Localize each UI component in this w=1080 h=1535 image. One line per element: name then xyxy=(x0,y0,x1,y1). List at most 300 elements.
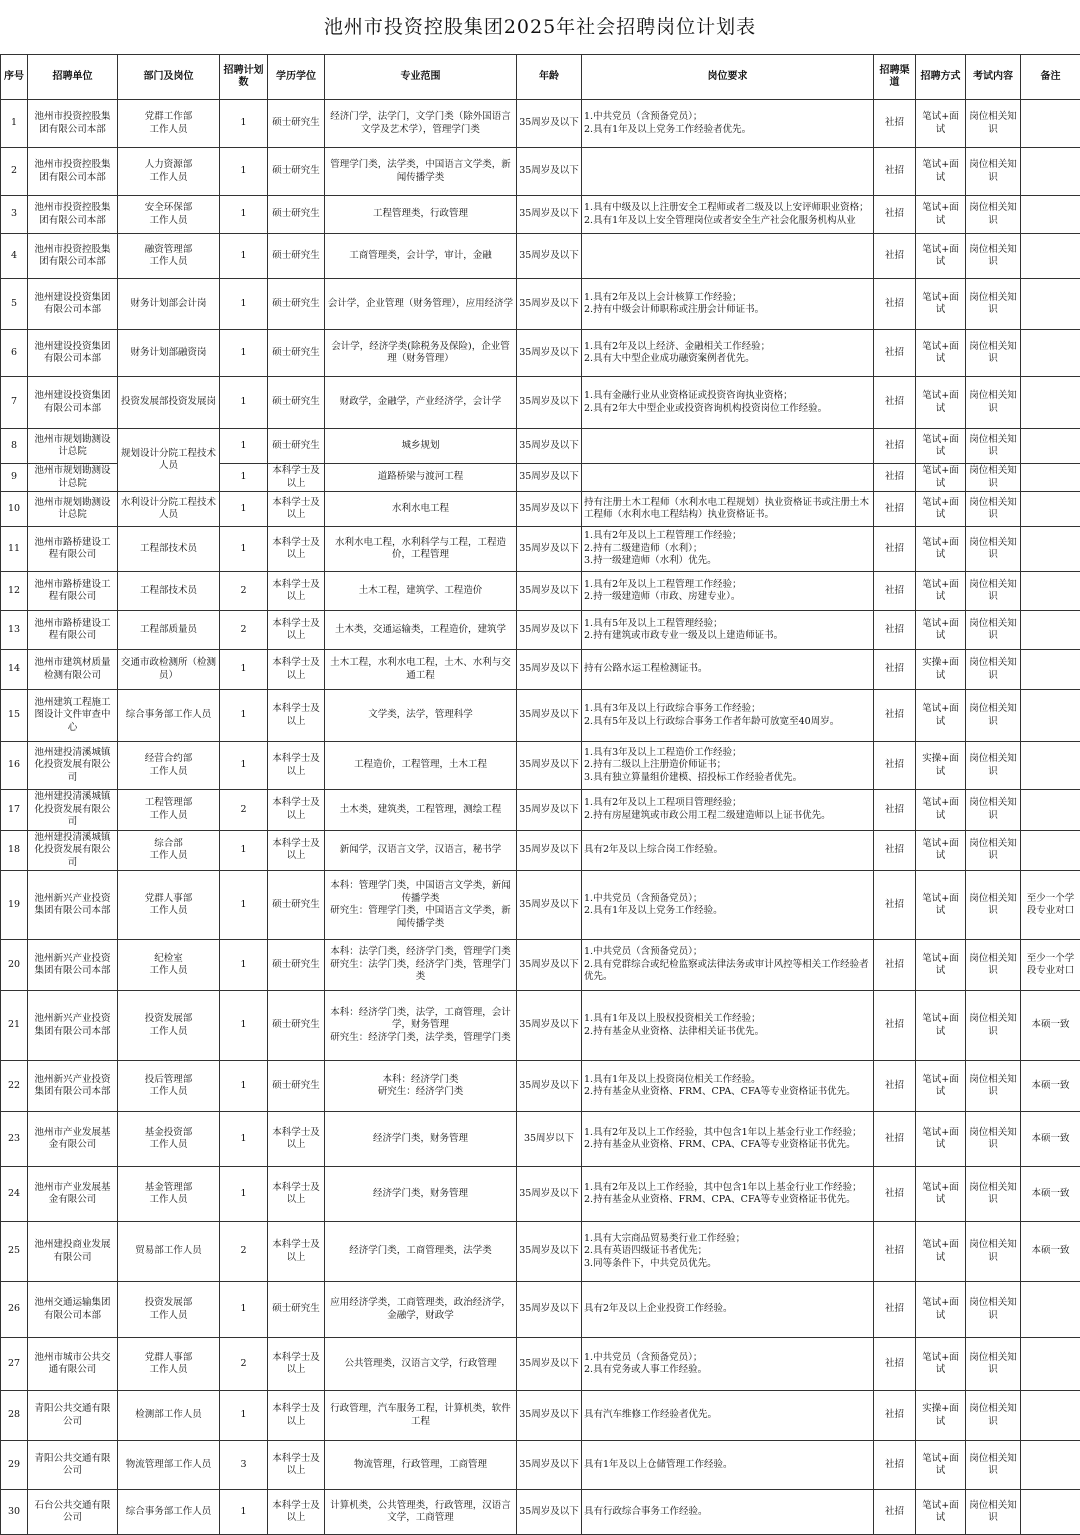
cell-dept-position: 党群人事部 工作人员 xyxy=(118,871,220,940)
cell-unit: 石台公共交通有限公司 xyxy=(28,1490,118,1535)
cell-age: 35周岁及以下 xyxy=(517,234,582,279)
cell-exam-content: 岗位相关知识 xyxy=(966,330,1021,377)
cell-dept-position: 投资发展部投资发展岗 xyxy=(118,377,220,429)
cell-age: 35周岁及以下 xyxy=(517,100,582,148)
cell-channel: 社招 xyxy=(874,1441,916,1490)
table-row xyxy=(1,279,1080,330)
cell-age: 35周岁及以下 xyxy=(517,690,582,742)
cell-method: 笔试+面试 xyxy=(916,234,966,279)
cell-plan-count: 1 xyxy=(220,464,268,492)
cell-major-scope: 本科：经济学门类，法学，工商管理，会计学，财务管理 研究生：经济学门类，法学类，管理学门类 xyxy=(325,991,517,1061)
cell-remarks xyxy=(1021,148,1080,196)
cell-age: 35周岁及以下 xyxy=(517,742,582,790)
cell-plan-count: 1 xyxy=(220,527,268,572)
cell-unit: 池州建投清溪城镇化投资发展有限公司 xyxy=(28,742,118,790)
cell-channel: 社招 xyxy=(874,464,916,492)
cell-unit: 池州市投资控股集团有限公司本部 xyxy=(28,100,118,148)
cell-seq: 12 xyxy=(1,572,28,611)
cell-major-scope: 计算机类，公共管理类，行政管理，汉语言文学，工商管理 xyxy=(325,1490,517,1535)
cell-plan-count: 1 xyxy=(220,690,268,742)
cell-unit: 池州建筑工程施工图设计文件审查中心 xyxy=(28,690,118,742)
cell-remarks xyxy=(1021,527,1080,572)
cell-method: 笔试+面试 xyxy=(916,377,966,429)
cell-seq: 30 xyxy=(1,1490,28,1535)
cell-education: 硕士研究生 xyxy=(268,429,325,464)
cell-method: 笔试+面试 xyxy=(916,690,966,742)
cell-channel: 社招 xyxy=(874,1338,916,1391)
cell-major-scope: 经济学门类，财务管理 xyxy=(325,1167,517,1222)
cell-seq: 16 xyxy=(1,742,28,790)
cell-unit: 池州建投清溪城镇化投资发展有限公司 xyxy=(28,790,118,831)
cell-remarks xyxy=(1021,429,1080,464)
cell-seq: 20 xyxy=(1,940,28,991)
cell-education: 本科学士及以上 xyxy=(268,1338,325,1391)
cell-unit: 池州新兴产业投资集团有限公司本部 xyxy=(28,871,118,940)
cell-education: 本科学士及以上 xyxy=(268,742,325,790)
cell-dept-position: 物流管理部工作人员 xyxy=(118,1441,220,1490)
cell-requirements: 1.具有3年及以上工程造价工作经验； 2.持有二级以上注册造价师证书； 3.具有独立算量组价建模、招投标工作经验者优先。 xyxy=(582,742,874,790)
cell-exam-content: 岗位相关知识 xyxy=(966,148,1021,196)
cell-method: 笔试+面试 xyxy=(916,464,966,492)
cell-dept-position: 纪检室 工作人员 xyxy=(118,940,220,991)
cell-unit: 池州建设投资集团有限公司本部 xyxy=(28,279,118,330)
cell-age: 35周岁及以下 xyxy=(517,1338,582,1391)
table-row xyxy=(1,100,1080,148)
table-row xyxy=(1,572,1080,611)
cell-plan-count: 2 xyxy=(220,1338,268,1391)
cell-education: 硕士研究生 xyxy=(268,871,325,940)
cell-requirements: 具有2年及以上综合岗工作经验。 xyxy=(582,830,874,871)
cell-remarks xyxy=(1021,650,1080,690)
cell-plan-count: 1 xyxy=(220,279,268,330)
page-title: 池州市投资控股集团2025年社会招聘岗位计划表 xyxy=(0,0,1080,54)
cell-channel: 社招 xyxy=(874,196,916,234)
cell-channel: 社招 xyxy=(874,940,916,991)
cell-channel: 社招 xyxy=(874,1391,916,1441)
cell-requirements: 具有汽车维修工作经验者优先。 xyxy=(582,1391,874,1441)
cell-dept-position: 财务计划部会计岗 xyxy=(118,279,220,330)
cell-remarks xyxy=(1021,492,1080,527)
cell-remarks: 本硕一致 xyxy=(1021,1222,1080,1282)
cell-education: 硕士研究生 xyxy=(268,330,325,377)
cell-seq: 19 xyxy=(1,871,28,940)
cell-requirements xyxy=(582,429,874,464)
cell-method: 笔试+面试 xyxy=(916,527,966,572)
cell-method: 笔试+面试 xyxy=(916,1222,966,1282)
cell-plan-count: 1 xyxy=(220,871,268,940)
cell-exam-content: 岗位相关知识 xyxy=(966,1391,1021,1441)
header-age: 年龄 xyxy=(517,55,582,100)
cell-requirements: 1.中共党员（含预备党员）； 2.具有1年及以上党务工作经验。 xyxy=(582,871,874,940)
cell-major-scope: 土木工程，水利水电工程，土木、水利与交通工程 xyxy=(325,650,517,690)
cell-requirements: 1.具有3年及以上行政综合事务工作经验； 2.具有5年及以上行政综合事务工作者年龄可放宽至40周岁。 xyxy=(582,690,874,742)
cell-seq: 11 xyxy=(1,527,28,572)
cell-education: 本科学士及以上 xyxy=(268,1441,325,1490)
cell-unit: 池州交通运输集团有限公司本部 xyxy=(28,1282,118,1338)
cell-major-scope: 经济学门类，财务管理 xyxy=(325,1112,517,1167)
table-row xyxy=(1,940,1080,991)
header-major-scope: 专业范围 xyxy=(325,55,517,100)
cell-method: 笔试+面试 xyxy=(916,940,966,991)
header-exam-content: 考试内容 xyxy=(966,55,1021,100)
cell-exam-content: 岗位相关知识 xyxy=(966,611,1021,650)
cell-channel: 社招 xyxy=(874,611,916,650)
cell-method: 笔试+面试 xyxy=(916,871,966,940)
cell-requirements: 具有1年及以上仓储管理工作经验。 xyxy=(582,1441,874,1490)
cell-channel: 社招 xyxy=(874,330,916,377)
cell-dept-position: 综合部 工作人员 xyxy=(118,830,220,871)
cell-seq: 29 xyxy=(1,1441,28,1490)
cell-education: 本科学士及以上 xyxy=(268,464,325,492)
cell-method: 笔试+面试 xyxy=(916,1490,966,1535)
cell-unit: 池州建投商业发展有限公司 xyxy=(28,1222,118,1282)
cell-remarks xyxy=(1021,1391,1080,1441)
cell-education: 本科学士及以上 xyxy=(268,1391,325,1441)
cell-method: 笔试+面试 xyxy=(916,492,966,527)
cell-major-scope: 本科：经济学门类 研究生：经济学门类 xyxy=(325,1061,517,1112)
cell-unit: 池州市路桥建设工程有限公司 xyxy=(28,572,118,611)
cell-plan-count: 1 xyxy=(220,1490,268,1535)
cell-requirements: 1.具有大宗商品贸易类行业工作经验； 2.具有英语四级证书者优先； 3.同等条件下，中共党员优先。 xyxy=(582,1222,874,1282)
table-row xyxy=(1,377,1080,429)
table-body xyxy=(1,100,1080,1535)
cell-seq: 1 xyxy=(1,100,28,148)
cell-channel: 社招 xyxy=(874,1222,916,1282)
cell-dept-position: 投后管理部 工作人员 xyxy=(118,1061,220,1112)
cell-method: 笔试+面试 xyxy=(916,429,966,464)
cell-dept-position: 投资发展部 工作人员 xyxy=(118,991,220,1061)
cell-dept-position: 党群人事部 工作人员 xyxy=(118,1338,220,1391)
cell-remarks xyxy=(1021,1338,1080,1391)
cell-major-scope: 土木类，建筑类，工程管理，测绘工程 xyxy=(325,790,517,831)
cell-age: 35周岁及以下 xyxy=(517,377,582,429)
cell-method: 实操+面试 xyxy=(916,1391,966,1441)
cell-unit: 池州市规划勘测设计总院 xyxy=(28,464,118,492)
cell-plan-count: 1 xyxy=(220,1112,268,1167)
cell-remarks xyxy=(1021,1441,1080,1490)
cell-exam-content: 岗位相关知识 xyxy=(966,377,1021,429)
cell-remarks xyxy=(1021,1282,1080,1338)
cell-seq: 3 xyxy=(1,196,28,234)
cell-requirements: 1.具有2年及以上会计核算工作经验； 2.持有中级会计师职称或注册会计师证书。 xyxy=(582,279,874,330)
cell-requirements: 1.具有2年及以上工作经验，其中包含1年以上基金行业工作经验； 2.持有基金从业资格、FRM、CPA、CFA等专业资格证书优先。 xyxy=(582,1112,874,1167)
table-row xyxy=(1,330,1080,377)
cell-exam-content: 岗位相关知识 xyxy=(966,790,1021,831)
cell-channel: 社招 xyxy=(874,871,916,940)
cell-major-scope: 应用经济学类，工商管理类，政治经济学，金融学，财政学 xyxy=(325,1282,517,1338)
cell-education: 硕士研究生 xyxy=(268,196,325,234)
cell-major-scope: 经济学门类，工商管理类，法学类 xyxy=(325,1222,517,1282)
cell-remarks xyxy=(1021,742,1080,790)
cell-age: 35周岁及以下 xyxy=(517,330,582,377)
cell-channel: 社招 xyxy=(874,742,916,790)
cell-age: 35周岁及以下 xyxy=(517,1282,582,1338)
cell-requirements: 1.具有2年及以上工程管理工作经验； 2.持一级建造师（市政、房建专业）。 xyxy=(582,572,874,611)
cell-channel: 社招 xyxy=(874,1282,916,1338)
cell-major-scope: 财政学，金融学，产业经济学，会计学 xyxy=(325,377,517,429)
cell-plan-count: 1 xyxy=(220,492,268,527)
cell-requirements: 1.具有中级及以上注册安全工程师或者二级及以上安评师职业资格； 2.具有1年及以上安全管理岗位或者安全生产社会化服务机构从业 xyxy=(582,196,874,234)
cell-age: 35周岁及以下 xyxy=(517,830,582,871)
cell-requirements: 1.具有2年及以上经济、金融相关工作经验； 2.具有大中型企业成功融资案例者优先。 xyxy=(582,330,874,377)
cell-unit: 池州市产业发展基金有限公司 xyxy=(28,1167,118,1222)
header-remarks: 备注 xyxy=(1021,55,1080,100)
cell-age: 35周岁及以下 xyxy=(517,871,582,940)
cell-requirements: 1.具有1年及以上投资岗位相关工作经验。 2.持有基金从业资格、FRM、CPA、CFA等专业资格证书优先。 xyxy=(582,1061,874,1112)
table-row xyxy=(1,650,1080,690)
cell-unit: 池州市路桥建设工程有限公司 xyxy=(28,527,118,572)
cell-plan-count: 1 xyxy=(220,1282,268,1338)
cell-remarks xyxy=(1021,572,1080,611)
cell-unit: 池州市投资控股集团有限公司本部 xyxy=(28,234,118,279)
cell-remarks xyxy=(1021,330,1080,377)
table-row xyxy=(1,790,1080,831)
cell-dept-position: 融资管理部 工作人员 xyxy=(118,234,220,279)
cell-method: 笔试+面试 xyxy=(916,148,966,196)
cell-exam-content: 岗位相关知识 xyxy=(966,991,1021,1061)
cell-seq: 22 xyxy=(1,1061,28,1112)
cell-education: 本科学士及以上 xyxy=(268,1490,325,1535)
cell-major-scope: 城乡规划 xyxy=(325,429,517,464)
cell-requirements: 具有行政综合事务工作经验。 xyxy=(582,1490,874,1535)
cell-education: 硕士研究生 xyxy=(268,940,325,991)
cell-exam-content: 岗位相关知识 xyxy=(966,830,1021,871)
cell-unit: 池州市建筑材质量检测有限公司 xyxy=(28,650,118,690)
cell-exam-content: 岗位相关知识 xyxy=(966,279,1021,330)
cell-requirements: 1.具有2年及以上工程管理工作经验； 2.持有二级建造师（水利）； 3.持一级建造师（水利）优先。 xyxy=(582,527,874,572)
cell-education: 本科学士及以上 xyxy=(268,830,325,871)
cell-unit: 池州新兴产业投资集团有限公司本部 xyxy=(28,991,118,1061)
cell-dept-position: 综合事务部工作人员 xyxy=(118,690,220,742)
cell-education: 硕士研究生 xyxy=(268,100,325,148)
cell-method: 笔试+面试 xyxy=(916,279,966,330)
cell-unit: 池州新兴产业投资集团有限公司本部 xyxy=(28,1061,118,1112)
cell-exam-content: 岗位相关知识 xyxy=(966,429,1021,464)
cell-remarks: 本硕一致 xyxy=(1021,991,1080,1061)
cell-exam-content: 岗位相关知识 xyxy=(966,1490,1021,1535)
cell-education: 本科学士及以上 xyxy=(268,611,325,650)
cell-education: 本科学士及以上 xyxy=(268,790,325,831)
table-row xyxy=(1,1112,1080,1167)
cell-requirements: 具有2年及以上企业投资工作经验。 xyxy=(582,1282,874,1338)
cell-education: 本科学士及以上 xyxy=(268,1167,325,1222)
cell-channel: 社招 xyxy=(874,650,916,690)
cell-method: 笔试+面试 xyxy=(916,196,966,234)
cell-exam-content: 岗位相关知识 xyxy=(966,1167,1021,1222)
cell-seq: 8 xyxy=(1,429,28,464)
cell-seq: 7 xyxy=(1,377,28,429)
cell-plan-count: 1 xyxy=(220,830,268,871)
cell-unit: 池州新兴产业投资集团有限公司本部 xyxy=(28,940,118,991)
cell-plan-count: 2 xyxy=(220,1222,268,1282)
cell-age: 35周岁及以下 xyxy=(517,611,582,650)
cell-method: 笔试+面试 xyxy=(916,1282,966,1338)
cell-dept-position: 水利设计分院工程技术人员 xyxy=(118,492,220,527)
header-seq: 序号 xyxy=(1,55,28,100)
table-row xyxy=(1,690,1080,742)
cell-requirements xyxy=(582,148,874,196)
header-education: 学历学位 xyxy=(268,55,325,100)
table-row xyxy=(1,830,1080,871)
cell-requirements: 1.具有2年及以上工程项目管理经验； 2.持有房屋建筑或市政公用工程二级建造师以上证书优先。 xyxy=(582,790,874,831)
table-row xyxy=(1,611,1080,650)
cell-age: 35周岁及以下 xyxy=(517,1391,582,1441)
table-row xyxy=(1,234,1080,279)
cell-unit: 池州建投清溪城镇化投资发展有限公司 xyxy=(28,830,118,871)
cell-education: 硕士研究生 xyxy=(268,377,325,429)
cell-education: 硕士研究生 xyxy=(268,1061,325,1112)
cell-seq: 28 xyxy=(1,1391,28,1441)
cell-major-scope: 管理学门类，法学类，中国语言文学类，新闻传播学类 xyxy=(325,148,517,196)
cell-major-scope: 公共管理类，汉语言文学，行政管理 xyxy=(325,1338,517,1391)
cell-major-scope: 会计学，企业管理（财务管理），应用经济学 xyxy=(325,279,517,330)
table-row xyxy=(1,1167,1080,1222)
table-row xyxy=(1,527,1080,572)
cell-age: 35周岁及以下 xyxy=(517,492,582,527)
cell-plan-count: 1 xyxy=(220,991,268,1061)
cell-method: 笔试+面试 xyxy=(916,1338,966,1391)
cell-requirements: 1.中共党员（含预备党员）； 2.具有党务或人事工作经验。 xyxy=(582,1338,874,1391)
cell-requirements: 持有公路水运工程检测证书。 xyxy=(582,650,874,690)
cell-channel: 社招 xyxy=(874,279,916,330)
cell-remarks: 本硕一致 xyxy=(1021,1061,1080,1112)
cell-exam-content: 岗位相关知识 xyxy=(966,940,1021,991)
cell-channel: 社招 xyxy=(874,148,916,196)
cell-education: 硕士研究生 xyxy=(268,1282,325,1338)
cell-unit: 池州市投资控股集团有限公司本部 xyxy=(28,196,118,234)
cell-major-scope: 行政管理，汽车服务工程，计算机类，软件工程 xyxy=(325,1391,517,1441)
table-row xyxy=(1,196,1080,234)
cell-seq: 2 xyxy=(1,148,28,196)
table-row xyxy=(1,1282,1080,1338)
cell-channel: 社招 xyxy=(874,1167,916,1222)
cell-seq: 21 xyxy=(1,991,28,1061)
table-row xyxy=(1,871,1080,940)
cell-channel: 社招 xyxy=(874,100,916,148)
cell-unit: 池州市规划勘测设计总院 xyxy=(28,492,118,527)
cell-exam-content: 岗位相关知识 xyxy=(966,527,1021,572)
cell-exam-content: 岗位相关知识 xyxy=(966,1282,1021,1338)
cell-major-scope: 土木类，交通运输类，工程造价，建筑学 xyxy=(325,611,517,650)
cell-dept-position: 经营合约部 工作人员 xyxy=(118,742,220,790)
table-row xyxy=(1,1391,1080,1441)
cell-method: 笔试+面试 xyxy=(916,611,966,650)
cell-requirements: 1.中共党员（含预备党员）； 2.具有党群综合或纪检监察或法律法务或审计风控等相关工作经验者优先。 xyxy=(582,940,874,991)
cell-remarks xyxy=(1021,279,1080,330)
table-row xyxy=(1,492,1080,527)
cell-age: 35周岁及以下 xyxy=(517,1167,582,1222)
cell-channel: 社招 xyxy=(874,830,916,871)
cell-method: 实操+面试 xyxy=(916,742,966,790)
cell-requirements: 1.具有金融行业从业资格证或投资咨询执业资格； 2.具有2年大中型企业或投资咨询机构投资岗位工作经验。 xyxy=(582,377,874,429)
header-requirements: 岗位要求 xyxy=(582,55,874,100)
cell-education: 本科学士及以上 xyxy=(268,690,325,742)
cell-seq: 4 xyxy=(1,234,28,279)
cell-dept-position: 工程部质量员 xyxy=(118,611,220,650)
cell-requirements: 持有注册土木工程师（水利水电工程规划）执业资格证书或注册土木工程师（水利水电工程结构）执业资格证书。 xyxy=(582,492,874,527)
cell-age: 35周岁及以下 xyxy=(517,148,582,196)
cell-channel: 社招 xyxy=(874,790,916,831)
header-unit: 招聘单位 xyxy=(28,55,118,100)
cell-major-scope: 土木工程，建筑学、工程造价 xyxy=(325,572,517,611)
cell-plan-count: 1 xyxy=(220,234,268,279)
cell-seq: 24 xyxy=(1,1167,28,1222)
cell-method: 笔试+面试 xyxy=(916,1112,966,1167)
cell-unit: 青阳公共交通有限公司 xyxy=(28,1441,118,1490)
cell-exam-content: 岗位相关知识 xyxy=(966,871,1021,940)
cell-channel: 社招 xyxy=(874,1061,916,1112)
cell-age: 35周岁及以下 xyxy=(517,940,582,991)
table-row xyxy=(1,429,1080,464)
cell-channel: 社招 xyxy=(874,429,916,464)
cell-plan-count: 3 xyxy=(220,1441,268,1490)
cell-unit: 池州市产业发展基金有限公司 xyxy=(28,1112,118,1167)
cell-plan-count: 1 xyxy=(220,429,268,464)
cell-seq: 13 xyxy=(1,611,28,650)
cell-seq: 17 xyxy=(1,790,28,831)
cell-method: 实操+面试 xyxy=(916,650,966,690)
cell-seq: 26 xyxy=(1,1282,28,1338)
table-row xyxy=(1,742,1080,790)
cell-age: 35周岁及以下 xyxy=(517,464,582,492)
cell-dept-position: 贸易部工作人员 xyxy=(118,1222,220,1282)
cell-remarks xyxy=(1021,234,1080,279)
cell-plan-count: 1 xyxy=(220,650,268,690)
cell-plan-count: 2 xyxy=(220,572,268,611)
cell-age: 35周岁及以下 xyxy=(517,279,582,330)
cell-method: 笔试+面试 xyxy=(916,830,966,871)
cell-major-scope: 本科：法学门类，经济学门类，管理学门类 研究生：法学门类，经济学门类，管理学门类 xyxy=(325,940,517,991)
cell-dept-position: 基金投资部 工作人员 xyxy=(118,1112,220,1167)
cell-channel: 社招 xyxy=(874,234,916,279)
table-row xyxy=(1,1222,1080,1282)
cell-plan-count: 1 xyxy=(220,148,268,196)
cell-method: 笔试+面试 xyxy=(916,790,966,831)
cell-remarks: 至少一个学段专业对口 xyxy=(1021,871,1080,940)
cell-plan-count: 1 xyxy=(220,1391,268,1441)
cell-education: 硕士研究生 xyxy=(268,234,325,279)
cell-major-scope: 本科：管理学门类，中国语言文学类，新闻传播学类 研究生：管理学门类，中国语言文学类，新闻传播学类 xyxy=(325,871,517,940)
cell-dept-position: 交通市政检测所（检测员） xyxy=(118,650,220,690)
cell-method: 笔试+面试 xyxy=(916,1061,966,1112)
cell-exam-content: 岗位相关知识 xyxy=(966,1338,1021,1391)
cell-age: 35周岁及以下 xyxy=(517,1490,582,1535)
cell-plan-count: 1 xyxy=(220,100,268,148)
cell-major-scope: 物流管理，行政管理，工商管理 xyxy=(325,1441,517,1490)
cell-seq: 25 xyxy=(1,1222,28,1282)
cell-plan-count: 2 xyxy=(220,611,268,650)
cell-dept-position: 人力资源部 工作人员 xyxy=(118,148,220,196)
cell-age: 35周岁以下 xyxy=(517,1112,582,1167)
header-plan-count: 招聘计划数 xyxy=(220,55,268,100)
cell-education: 本科学士及以上 xyxy=(268,650,325,690)
cell-education: 硕士研究生 xyxy=(268,279,325,330)
cell-dept-position: 综合事务部工作人员 xyxy=(118,1490,220,1535)
cell-channel: 社招 xyxy=(874,377,916,429)
cell-plan-count: 2 xyxy=(220,790,268,831)
cell-major-scope: 水利水电工程，水利科学与工程，工程造价，工程管理 xyxy=(325,527,517,572)
cell-requirements xyxy=(582,234,874,279)
cell-major-scope: 会计学，经济学类(除税务及保险)，企业管理（财务管理） xyxy=(325,330,517,377)
cell-unit: 池州市路桥建设工程有限公司 xyxy=(28,611,118,650)
cell-exam-content: 岗位相关知识 xyxy=(966,742,1021,790)
cell-method: 笔试+面试 xyxy=(916,100,966,148)
cell-channel: 社招 xyxy=(874,1490,916,1535)
cell-major-scope: 文学类，法学，管理科学 xyxy=(325,690,517,742)
cell-dept-position: 基金管理部 工作人员 xyxy=(118,1167,220,1222)
cell-exam-content: 岗位相关知识 xyxy=(966,100,1021,148)
cell-education: 本科学士及以上 xyxy=(268,527,325,572)
